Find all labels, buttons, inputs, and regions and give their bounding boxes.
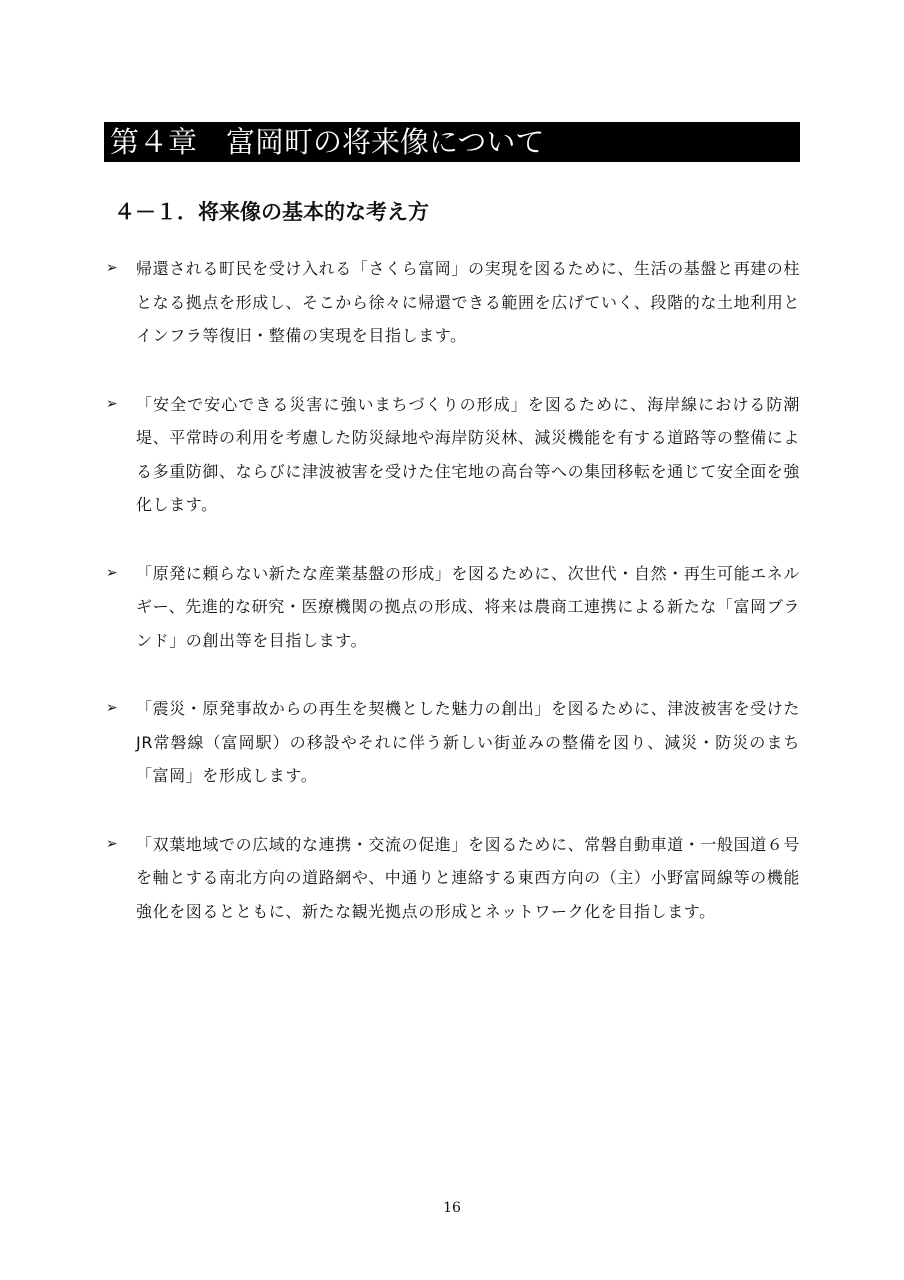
list-item — [106, 557, 800, 658]
bullet-text: 「安全で安心できる災害に強いまちづくりの形成」を図るために、海岸線における防潮堤、平常時の利用を考慮した防災緑地や海岸防災林、減災機能を有する道路等の整備による多重防御、ならびに津波被害を受けた住宅地の高台等への集団移転を通じて安全面を強化します。 — [136, 394, 801, 514]
arrowhead-bullet-icon: ➢ — [106, 564, 118, 581]
arrowhead-bullet-icon: ➢ — [106, 835, 118, 852]
bullet-text: 「震災・原発事故からの再生を契機とした魅力の創出」を図るために、津波被害を受けたJR常磐線（富岡駅）の移設やそれに伴う新しい街並みの整備を図り、減災・防災のまち「富岡」を形成します。 — [136, 699, 801, 785]
arrowhead-bullet-icon: ➢ — [106, 395, 118, 412]
chapter-title: 第４章 富岡町の将来像について — [104, 122, 800, 162]
section-heading: ４－１．将来像の基本的な考え方 — [114, 200, 429, 224]
list-item — [106, 252, 800, 353]
arrowhead-bullet-icon: ➢ — [106, 700, 118, 716]
list-item — [106, 828, 800, 929]
arrowhead-bullet-icon: ➢ — [106, 260, 118, 276]
page-number: 16 — [443, 1200, 461, 1216]
bullet-text: 帰還される町民を受け入れる「さくら富岡」の実現を図るために、生活の基盤と再建の柱となる拠点を形成し、そこから徐々に帰還できる範囲を広げていく、段階的な土地利用とインフラ等復旧・整備の実現を目指します。 — [136, 259, 801, 345]
list-item — [106, 692, 800, 793]
bullet-text: 「双葉地域での広域的な連携・交流の促進」を図るために、常磐自動車道・一般国道６号を軸とする南北方向の道路網や、中通りと連絡する東西方向の（主）小野富岡線等の機能強化を図るとともに、新たな観光拠点の形成とネットワーク化を目指します。 — [136, 834, 801, 921]
bullet-text: 「原発に頼らない新たな産業基盤の形成」を図るために、次世代・自然・再生可能エネルギー、先進的な研究・医療機関の拠点の形成、将来は農商工連携による新たな「富岡ブランド」の創出等を目指します。 — [136, 563, 801, 650]
list-item — [106, 388, 800, 522]
bullet-list — [106, 252, 800, 963]
